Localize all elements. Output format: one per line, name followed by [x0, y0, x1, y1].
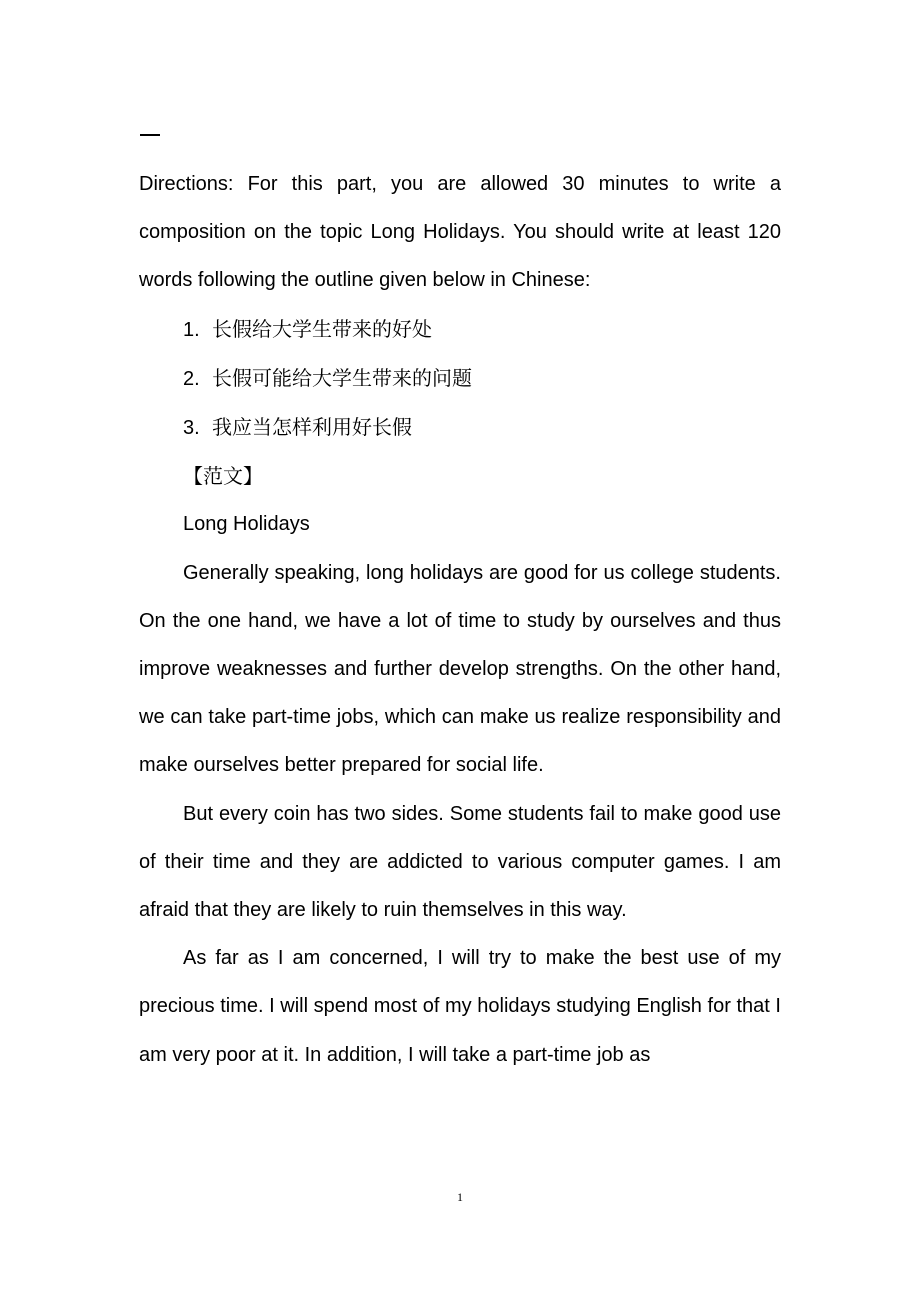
document-body [139, 160, 781, 1079]
essay-paragraph-1: Generally speaking, long holidays are good for us college students. On the one hand, we have a lot of time to study by ourselves and thus improve weaknesses and further develop strengths. On the other hand, we can take part-time jobs, which can make us realize responsibility and make ourselves better prepared for social life. [139, 561, 781, 777]
outline-number: 1. [183, 318, 200, 341]
outline-number: 3. [183, 417, 200, 440]
essay-paragraph-3: As far as I am concerned, I will try to make the best use of my precious time. I will spend most of my holidays studying English for that I am very poor at it. In addition, I will take a part-time job as [139, 947, 781, 1066]
outline-text: 我应当怎样利用好长假 [212, 415, 412, 440]
sample-label: 【范文】 [183, 464, 263, 489]
outline-number: 2. [183, 367, 200, 390]
page-number: 1 [457, 1190, 463, 1204]
essay-title: Long Holidays [183, 513, 310, 536]
outline-item-1 [139, 305, 781, 354]
outline-text: 长假给大学生带来的好处 [212, 316, 432, 341]
header-dash [140, 134, 160, 136]
outline-text: 长假可能给大学生带来的问题 [212, 365, 472, 390]
outline-item-3 [139, 403, 781, 452]
essay-paragraph-2: But every coin has two sides. Some students fail to make good use of their time and they are addicted to various computer games. I am afraid that they are likely to ruin themselves in this way. [139, 802, 781, 922]
outline-item-2 [139, 354, 781, 403]
directions-paragraph: Directions: For this part, you are allowed 30 minutes to write a composition on the topic Long Holidays. You should write at least 120 words following the outline given below in Chinese: [139, 173, 781, 292]
